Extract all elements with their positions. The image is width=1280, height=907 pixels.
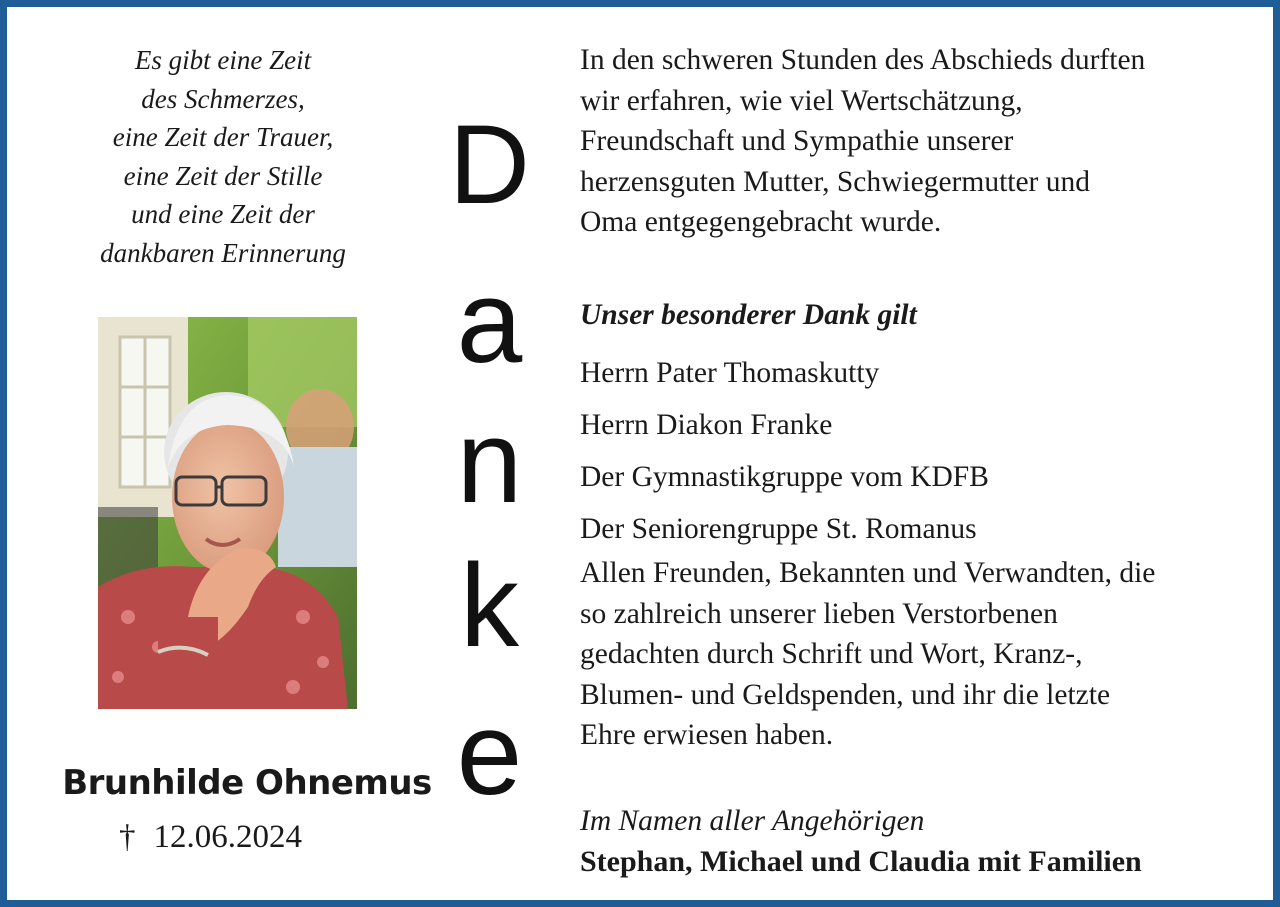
poem-line: des Schmerzes, xyxy=(141,83,305,114)
intro-line: herzensguten Mutter, Schwiegermutter und xyxy=(580,165,1090,198)
thanks-all-paragraph xyxy=(580,553,1155,756)
deceased-name: Brunhilde Ohnemus xyxy=(62,763,432,803)
paragraph-line: so zahlreich unserer lieben Verstorbenen xyxy=(580,597,1058,630)
intro-line: Freundschaft und Sympathie unserer xyxy=(580,125,1014,157)
thanks-list xyxy=(580,347,989,555)
intro-line: In den schweren Stunden des Abschieds durften xyxy=(580,44,1146,76)
danke-letter: n xyxy=(456,396,523,528)
paragraph-line: Allen Freunden, Bekannten und Verwandten, die xyxy=(580,557,1156,589)
poem-line: eine Zeit der Trauer, xyxy=(112,122,334,152)
intro-line: wir erfahren, wie viel Wertschätzung, xyxy=(580,84,1023,117)
list-item: Herrn Diakon Franke xyxy=(580,409,833,441)
intro-line: Oma entgegengebracht wurde. xyxy=(580,206,942,238)
poem-line: Es gibt eine Zeit xyxy=(134,45,312,75)
thanks-heading: Unser besonderer Dank gilt xyxy=(580,299,917,331)
signature-intro: Im Namen aller Angehörigen xyxy=(580,805,925,837)
list-item: Der Seniorengruppe St. Romanus xyxy=(580,513,977,545)
poem xyxy=(57,41,389,272)
intro-paragraph xyxy=(580,40,1145,243)
death-date-line xyxy=(119,815,302,859)
list-item: Der Gymnastikgruppe vom KDFB xyxy=(580,461,989,493)
poem-line: dankbaren Erinnerung xyxy=(100,237,346,268)
danke-letter: a xyxy=(456,256,523,388)
paragraph-line: gedachten durch Schrift und Wort, Kranz-, xyxy=(580,638,1083,670)
portrait-photo xyxy=(98,317,357,709)
paragraph-line: Blumen- und Geldspenden, und ihr die letzte xyxy=(580,678,1111,711)
poem-line: eine Zeit der Stille xyxy=(123,160,323,191)
poem-line: und eine Zeit der xyxy=(131,199,315,229)
death-date: 12.06.2024 xyxy=(153,819,302,855)
cross-icon: † xyxy=(119,819,136,855)
danke-letter: e xyxy=(456,688,523,820)
danke-letter: k xyxy=(460,540,519,672)
danke-letter: D xyxy=(449,102,530,227)
signature-names: Stephan, Michael und Claudia mit Familien xyxy=(580,845,1142,878)
list-item: Herrn Pater Thomaskutty xyxy=(580,357,880,389)
paragraph-line: Ehre erwiesen haben. xyxy=(580,719,834,751)
